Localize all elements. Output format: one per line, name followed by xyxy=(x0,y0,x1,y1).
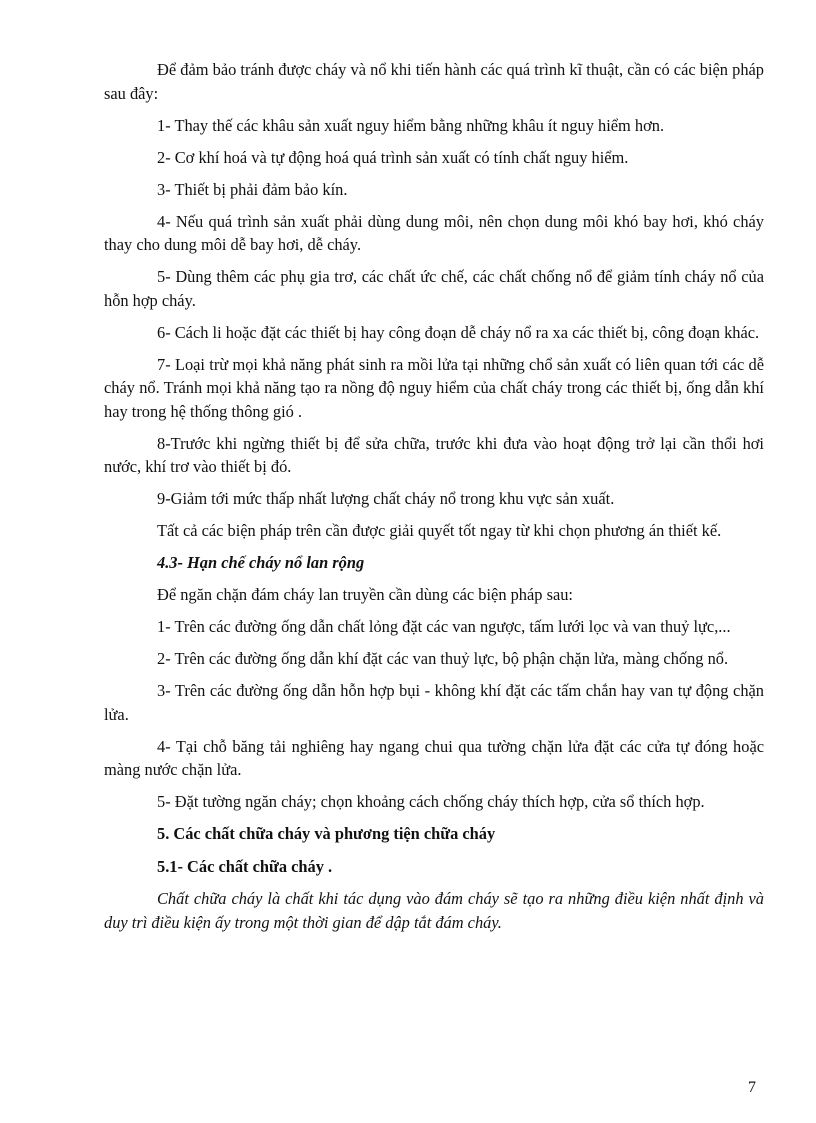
paragraph: Để đảm bảo tránh được cháy và nổ khi tiến hành các quá trình kĩ thuật, cần có các biện pháp sau đây: xyxy=(104,60,764,103)
paragraph: 3- Thiết bị phải đảm bảo kín. xyxy=(157,179,348,199)
page-number: 7 xyxy=(748,1079,756,1096)
paragraph: 3- Trên các đường ống dẫn hỗn hợp bụi - không khí đặt các tấm chắn hay van tự động chặn lửa. xyxy=(104,681,764,724)
paragraph: 2- Cơ khí hoá và tự động hoá quá trình sản xuất có tính chất nguy hiểm. xyxy=(157,147,629,167)
definition-paragraph: Chất chữa cháy là chất khi tác dụng vào đám cháy sẽ tạo ra những điều kiện nhất định và duy trì điều kiện ấy trong một thời gian để dập tắt đám cháy. xyxy=(104,889,764,932)
section-heading-5: 5. Các chất chữa cháy và phương tiện chữa cháy xyxy=(157,824,496,843)
section-heading-5-1: 5.1- Các chất chữa cháy . xyxy=(157,856,333,876)
paragraph: Để ngăn chặn đám cháy lan truyền cần dùng các biện pháp sau: xyxy=(157,585,573,604)
paragraph: 1- Trên các đường ống dẫn chất lỏng đặt các van ngược, tấm lưới lọc và van thuỷ lực,... xyxy=(157,617,731,636)
paragraph: Tất cả các biện pháp trên cần được giải quyết tốt ngay từ khi chọn phương án thiết kế. xyxy=(157,521,722,540)
paragraph: 4- Tại chỗ băng tải nghiêng hay ngang chui qua tường chặn lửa đặt các cửa tự đóng hoặc màng nước chặn lửa. xyxy=(104,736,764,779)
paragraph: 4- Nếu quá trình sản xuất phải dùng dung môi, nên chọn dung môi khó bay hơi, khó cháy thay cho dung môi dễ bay hơi, dễ cháy. xyxy=(104,211,764,254)
paragraph: 5- Dùng thêm các phụ gia trơ, các chất ức chế, các chất chống nổ để giảm tính cháy nổ của hỗn hợp cháy. xyxy=(104,267,764,310)
document-page xyxy=(104,58,764,943)
section-heading-4-3: 4.3- Hạn chế cháy nổ lan rộng xyxy=(157,553,365,572)
paragraph: 6- Cách li hoặc đặt các thiết bị hay công đoạn dễ cháy nổ ra xa các thiết bị, công đoạn khác. xyxy=(157,322,760,342)
paragraph: 8-Trước khi ngừng thiết bị để sửa chữa, trước khi đưa vào hoạt động trở lại cần thổi hơi nước, khí trơ vào thiết bị đó. xyxy=(104,433,764,476)
paragraph: 9-Giảm tới mức thấp nhất lượng chất cháy nổ trong khu vực sản xuất. xyxy=(157,489,615,508)
paragraph: 2- Trên các đường ống dẫn khí đặt các van thuỷ lực, bộ phận chặn lửa, màng chống nổ. xyxy=(157,649,729,668)
paragraph: 7- Loại trừ mọi khả năng phát sinh ra mồi lửa tại những chổ sản xuất có liên quan tới các dễ cháy nổ. Tránh mọi khả năng tạo ra nồng độ nguy hiểm của chất cháy trong các thiết bị, ống dẫn khí hay trong hệ thống thông gió . xyxy=(104,354,764,421)
paragraph: 1- Thay thế các khâu sản xuất nguy hiểm bằng những khâu ít nguy hiểm hơn. xyxy=(157,115,665,135)
paragraph: 5- Đặt tường ngăn cháy; chọn khoảng cách chống cháy thích hợp, cửa sổ thích hợp. xyxy=(157,792,705,811)
